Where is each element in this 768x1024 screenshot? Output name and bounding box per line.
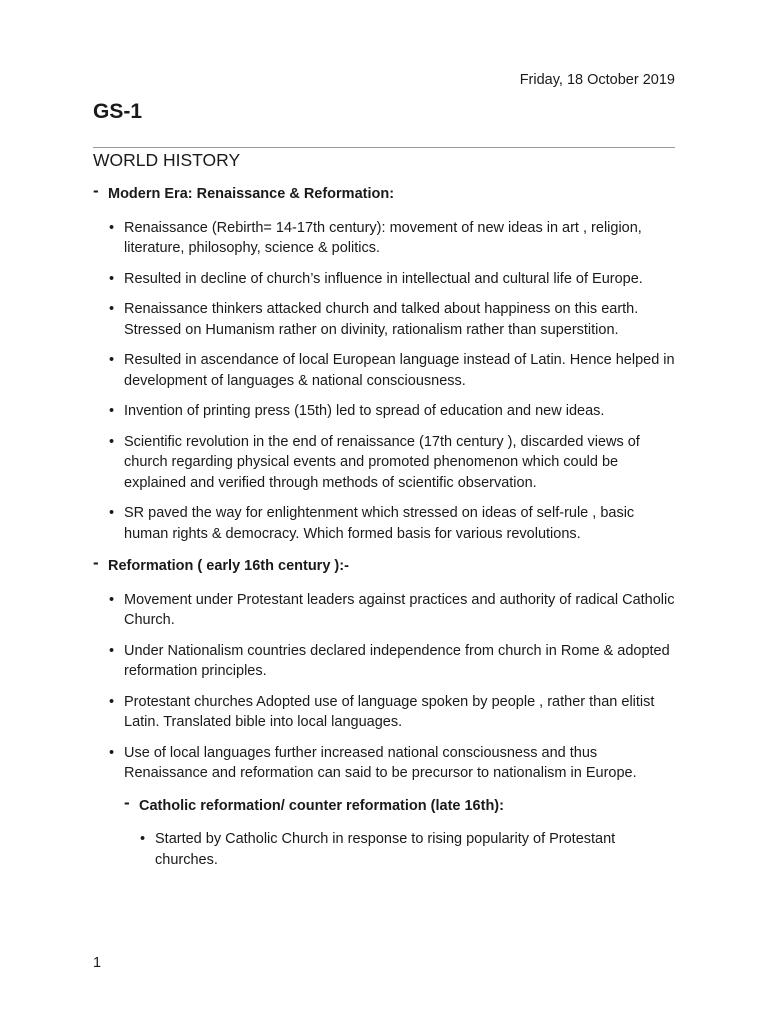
page-number: 1: [93, 955, 102, 971]
heading-text: Modern Era: Renaissance & Reformation:: [108, 186, 395, 202]
title-divider: [93, 147, 675, 148]
document-date: Friday, 18 October 2019: [519, 72, 675, 88]
dash-marker: -: [124, 792, 130, 812]
list-item: • SR paved the way for enlightenment which stressed on ideas of self-rule , basic human rights & democracy. Which formed basis for various revolutions.: [93, 503, 675, 544]
section-heading-renaissance: [93, 181, 675, 205]
list-item: • Movement under Protestant leaders against practices and authority of radical Catholic Church.: [93, 590, 675, 631]
bullet-list-renaissance: [93, 218, 675, 545]
list-item: • Use of local languages further increased national consciousness and thus Renaissance and reformation can said to be precursor to nationalism in Europe.: [93, 743, 675, 784]
list-item: • Resulted in decline of church’s influence in intellectual and cultural life of Europe.: [93, 269, 675, 290]
document-title: GS-1: [93, 100, 143, 123]
heading-text: Catholic reformation/ counter reformation (late 16th):: [139, 797, 504, 814]
section-title: WORLD HISTORY: [93, 150, 241, 170]
list-item: • Invention of printing press (15th) led to spread of education and new ideas.: [93, 401, 675, 422]
bullet-list-counter-reformation: [93, 829, 675, 870]
list-item: • Under Nationalism countries declared independence from church in Rome & adopted reformation principles.: [93, 641, 675, 682]
bullet-list-reformation: [93, 590, 675, 784]
list-item: • Started by Catholic Church in response to rising popularity of Protestant churches.: [93, 829, 675, 870]
list-item: • Renaissance thinkers attacked church and talked about happiness on this earth. Stressed on Humanism rather on divinity, rationalism rather than superstition.: [93, 299, 675, 340]
list-item: • Scientific revolution in the end of renaissance (17th century ), discarded views of church regarding physical events and promoted phenomenon which could be explained and verified through methods of scientific observation.: [93, 432, 675, 494]
list-item: • Resulted in ascendance of local European language instead of Latin. Hence helped in development of languages & national consciousness.: [93, 350, 675, 391]
section-heading-counter-reformation: [124, 792, 675, 817]
heading-text: Reformation ( early 16th century ):-: [108, 558, 349, 574]
dash-marker: -: [93, 181, 99, 200]
dash-marker: -: [93, 553, 99, 572]
notes-content: [93, 181, 675, 882]
section-heading-reformation: [93, 553, 675, 577]
list-item: • Protestant churches Adopted use of language spoken by people , rather than elitist Latin. Translated bible into local languages.: [93, 692, 675, 733]
list-item: • Renaissance (Rebirth= 14-17th century): movement of new ideas in art , religion, literature, philosophy, science & politics.: [93, 218, 675, 259]
